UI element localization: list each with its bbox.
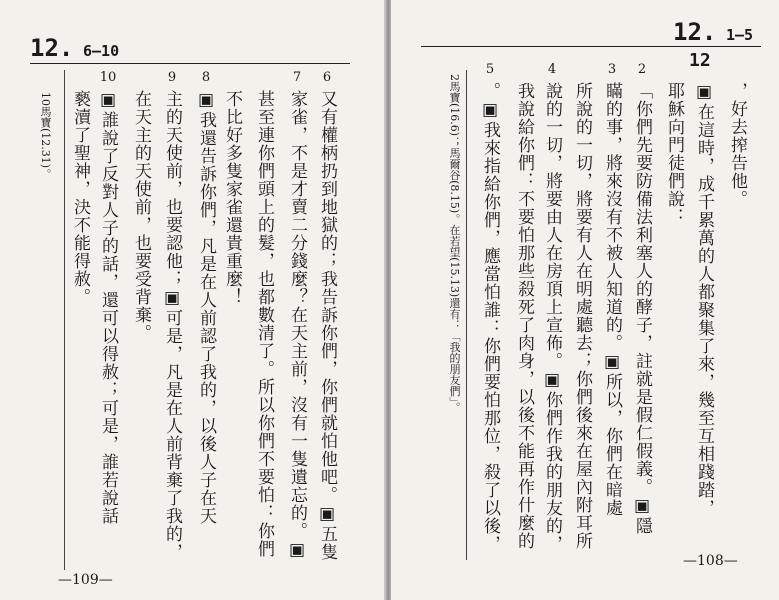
verse-text: 不比好多隻家雀還貴重麼！ — [222, 90, 242, 306]
verse-text: 在天主的天使前，也要受背棄。 — [131, 90, 151, 342]
chapter-title-number: 12 — [689, 50, 711, 71]
right-page-header — [673, 18, 753, 46]
verse-text: 我說給你們：不要怕那些殺死了肉身，以後不能再作什麼的 — [514, 82, 534, 550]
right-page — [391, 0, 779, 600]
left-header-chapter: 12. — [30, 34, 74, 62]
verse-number: 10 — [99, 70, 117, 85]
chapter-title — [689, 50, 711, 71]
verse-text: 主的天使前，也要認他；▣可是，凡是在人前背棄了我的， — [162, 90, 182, 561]
verse-number: 7 — [292, 70, 302, 85]
right-folio: —108— — [683, 553, 738, 569]
right-header-range: 1—5 — [726, 26, 754, 44]
right-footnote: 2馬寶(16.6)；馬爾谷(8.15)。在若望(15.13)還有：「我的朋友們」。 — [448, 74, 461, 413]
verse-text: ▣我還告訴你們，凡是在人前認了我的，以後人子在天 — [196, 90, 216, 525]
verse-number: 6 — [322, 70, 332, 85]
verse-text: 家雀，不是才賣二分錢麼？在天主前，沒有一隻遺忘的。▣ — [287, 90, 307, 561]
verse-text: ，好去搾告他。 — [727, 82, 747, 208]
verse-number: 2 — [637, 62, 647, 77]
left-header-rule — [30, 63, 350, 64]
left-note-divider — [64, 70, 65, 570]
left-folio: —109— — [58, 572, 113, 588]
verse-number: 8 — [201, 70, 211, 85]
verse-number: 4 — [547, 62, 557, 77]
left-page-header — [30, 34, 119, 62]
right-header-chapter: 12. — [673, 18, 717, 46]
verse-text: 。▣我來指給你們，應當怕誰：你們要怕那位，殺了以後， — [480, 82, 500, 553]
verse-text: 甚至連你們頭上的髮，也都數清了。所以你們不要怕：你們 — [254, 90, 274, 558]
verse-number: 5 — [485, 62, 495, 77]
right-header-rule — [421, 46, 761, 47]
verse-text: 所說的一切，將要有人在明處聽去；你們後來在屋內附耳所 — [572, 82, 592, 550]
verse-text: 耶穌向門徒們說： — [664, 82, 684, 226]
verse-text: 「你們先要防備法利塞人的酵子，註就是假仁假義。▣隱 — [632, 82, 652, 535]
left-header-range: 6—10 — [83, 42, 120, 60]
verse-text: ▣在這時，成千累萬的人都聚集了來，幾至互相踐踏， — [694, 82, 714, 517]
verse-number: 9 — [167, 70, 177, 85]
verse-text: ▣誰說了反對人子的話，還可以得赦；可是，誰若說話 — [98, 90, 118, 525]
left-side-note: 10馬寶(12.31)。 — [39, 92, 52, 180]
verse-text: 褻瀆了聖神，決不能得赦。 — [70, 90, 90, 306]
verse-text: 瞞的事，將來沒有不被人知道的。▣所以，你們在暗處 — [602, 82, 622, 517]
verse-number: 3 — [607, 62, 617, 77]
right-note-divider — [466, 70, 467, 560]
verse-text: 說的一切，將要由人在房頂上宣佈。▣你們作我的朋友的， — [542, 82, 562, 553]
left-page — [0, 0, 386, 600]
verse-text: 又有權柄扔到地獄的；我告訴你們，你們就怕他吧。▣五隻 — [317, 90, 337, 561]
